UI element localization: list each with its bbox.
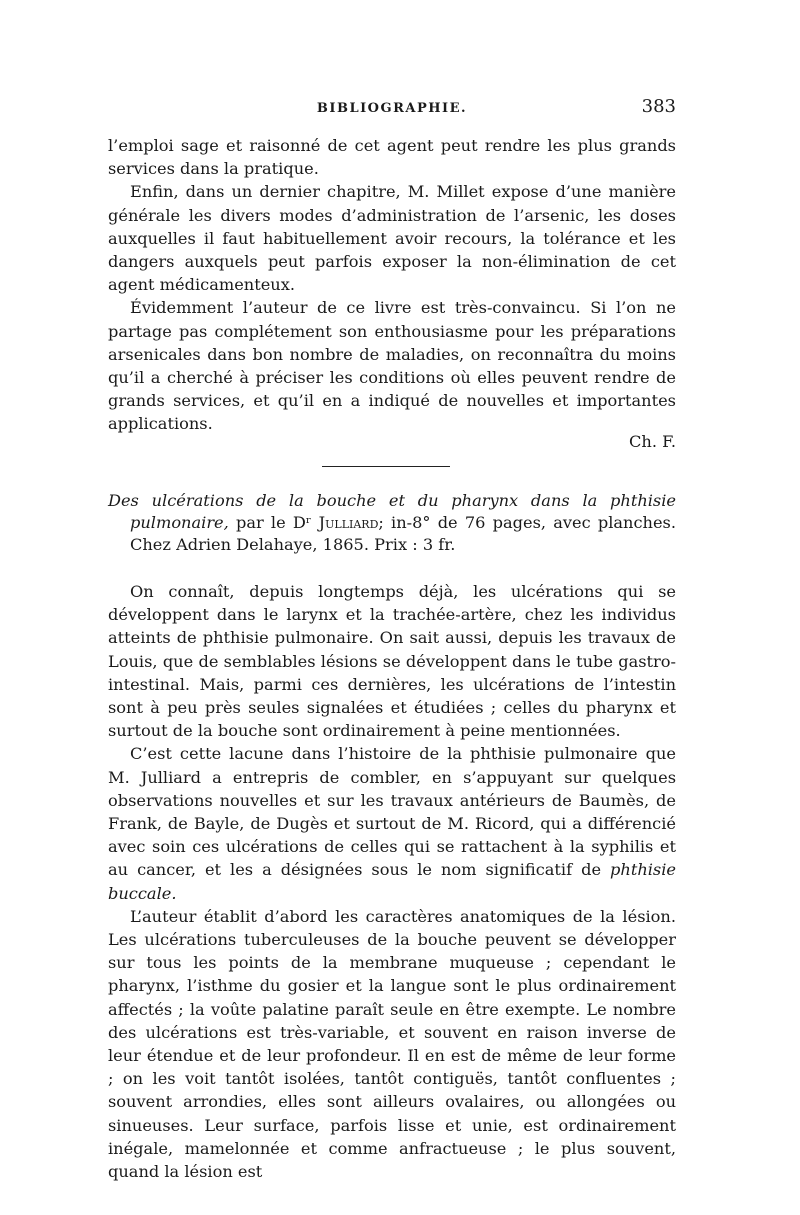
paragraph: On connaît, depuis longtemps déjà, les ulcérations qui se développent dans le larynx et la trachée-artère, chez les individus atteints de phthisie pulmonaire. On sait aussi, depuis les travaux de Louis, que de semblables lésions se développent dans le tube gastro-intestinal. Mais, parmi ces dernières, les ulcérations de l’intestin sont à peu près seules signalées et étudiées ; celles du pharynx et surtout de la bouche sont ordinairement à peine mentionnées. bbox=[108, 582, 676, 741]
book-reference bbox=[108, 490, 676, 556]
reference-by: par le Dʳ bbox=[235, 513, 312, 532]
paragraph: Enfin, dans un dernier chapitre, M. Millet expose d’une manière générale les divers modes d’administration de l’arsenic, les doses auxquelles il faut habituellement avoir recours, la tolérance et les dangers auxquels peut parfois exposer la non-élimination de cet agent médicamenteux. bbox=[108, 182, 676, 295]
paragraph bbox=[108, 742, 676, 904]
running-title: BIBLIOGRAPHIE. bbox=[316, 101, 468, 116]
reference-title: Des ulcérations de la bouche et du pharynx dans la phthisie pulmonaire, bbox=[108, 491, 676, 532]
italic-term: phthisie buccale. bbox=[108, 860, 676, 903]
reference-author: Julliard bbox=[318, 513, 379, 532]
paragraph: Évidemment l’auteur de ce livre est très-convaincu. Si l’on ne partage pas complétement son enthousiasme pour les préparations arsenicales dans bon nombre de maladies, on reconnaîtra du moins qu’il a cherché à préciser les conditions où elles peuvent rendre de grands services, et qu’il en a indiqué de nouvelles et importantes applications. bbox=[108, 298, 676, 434]
paragraph: L’auteur établit d’abord les caractères anatomiques de la lésion. Les ulcérations tuberculeuses de la bouche peuvent se développer sur tous les points de la membrane muqueuse ; cependant le pharynx, l’isthme du gosier et la langue sont le plus ordinairement affectés ; la voûte palatine paraît seule en être exempte. Le nombre des ulcérations est très-variable, et souvent en raison inverse de leur étendue et de leur profondeur. Il en est de même de leur forme ; on les voit tantôt isolées, tantôt contiguës, tantôt confluentes ; souvent arrondies, elles sont ailleurs ovalaires, ou allongées ou sinueuses. Leur surface, parfois lisse et unie, est ordinairement inégale, mamelonnée et comme anfractueuse ; le plus souvent, quand la lésion est bbox=[108, 906, 676, 1182]
page-header bbox=[108, 96, 676, 122]
reference-details: ; in-8° de 76 pages, avec planches. Chez Adrien Delahaye, 1865. Prix : 3 fr. bbox=[130, 513, 676, 554]
paragraph-text: C’est cette lacune dans l’histoire de la phthisie pulmonaire que M. Julliard a entrepris de combler, en s’appuyant sur quelques observations nouvelles et sur les travaux antérieurs de Baumès, de Frank, de Bayle, de Dugès et surtout de M. Ricord, qui a différencié avec soin ces ulcérations de celles qui se rattachent à la syphilis et au cancer, et les a désignées sous le nom significatif de bbox=[108, 744, 676, 880]
page-number: 383 bbox=[641, 96, 676, 117]
review-second-block bbox=[108, 580, 676, 1183]
review-signature: Ch. F. bbox=[629, 432, 676, 451]
review-first-block bbox=[108, 134, 676, 436]
section-divider bbox=[322, 466, 450, 467]
paragraph: l’emploi sage et raisonné de cet agent peut rendre les plus grands services dans la pratique. bbox=[108, 136, 676, 179]
